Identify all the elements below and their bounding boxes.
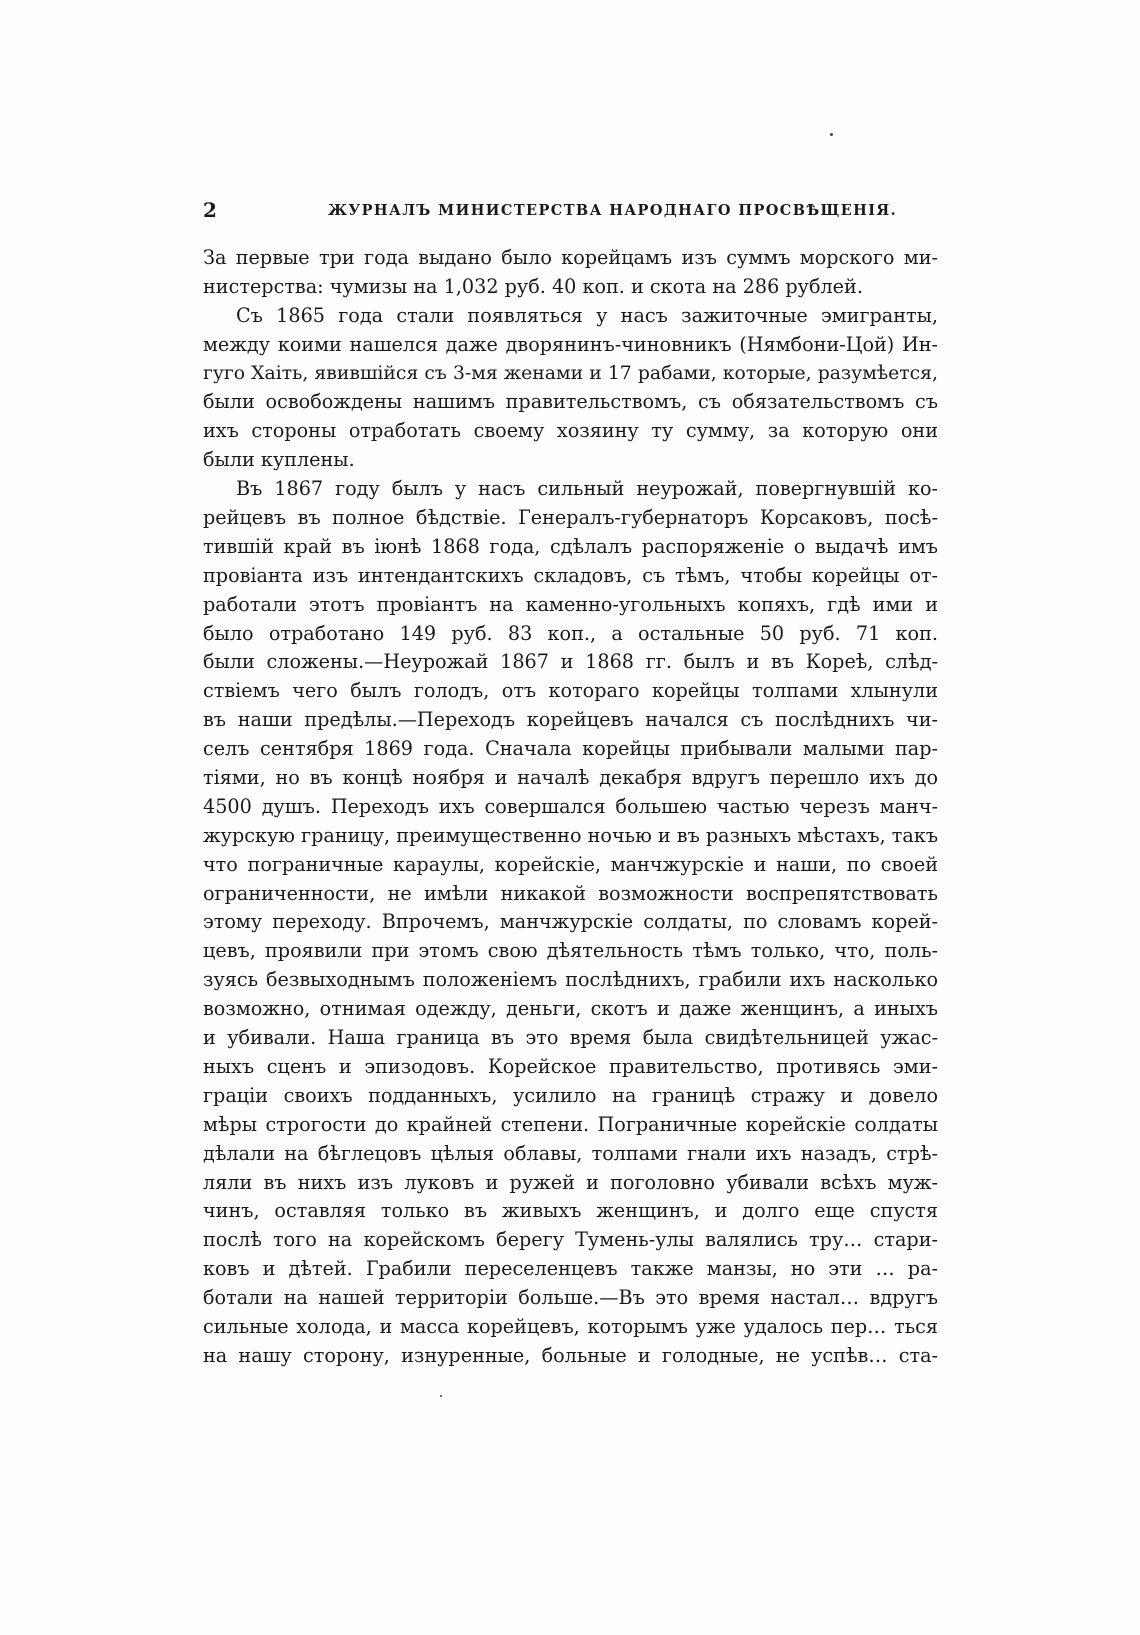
page-number: 2 bbox=[203, 198, 217, 222]
text-line: ихъ стороны отработать своему хозяину ту сумму, за которую они bbox=[203, 419, 938, 443]
text-line: и убивали. Наша граница въ это время была свидѣтельницей ужас- bbox=[203, 1026, 938, 1050]
text-line: были освобождены нашимъ правительствомъ, съ обязательствомъ съ bbox=[203, 390, 938, 414]
ink-speck bbox=[440, 1395, 442, 1397]
text-line: ляли въ нихъ изъ луковъ и ружей и поголовно убивали всѣхъ муж- bbox=[203, 1170, 938, 1194]
text-line: провіанта изъ интендантскихъ складовъ, съ тѣмъ, чтобы корейцы от- bbox=[203, 563, 938, 587]
text-line: были сложены.—Неурожай 1867 и 1868 гг. былъ и въ Кореѣ, слѣд- bbox=[203, 650, 938, 674]
body-text bbox=[203, 244, 938, 1371]
text-line: чинъ, оставляя только въ живыхъ женщинъ, и долго еще спустя bbox=[203, 1199, 938, 1223]
text-line: За первые три года выдано было корейцамъ изъ суммъ морского ми- bbox=[203, 246, 938, 269]
text-line: ковъ и дѣтей. Грабили переселенцевъ также манзы, но эти … ра- bbox=[203, 1257, 938, 1281]
text-line: въ наши предѣлы.—Переходъ корейцевъ начался съ послѣднихъ чи- bbox=[203, 708, 938, 732]
text-line: граціи своихъ подданныхъ, усилило на границѣ стражу и довело bbox=[203, 1083, 938, 1107]
page-header bbox=[203, 198, 938, 228]
text-line: этому переходу. Впрочемъ, манчжурскіе солдаты, по словамъ корей- bbox=[203, 910, 938, 934]
running-title: ЖУРНАЛЪ МИНИСТЕРСТВА НАРОДНАГО ПРОСВѢЩЕНІЯ. bbox=[328, 202, 898, 219]
text-line: были куплены. bbox=[203, 448, 355, 472]
text-line: тіями, но въ концѣ ноября и началѣ декабря вдругъ перешло ихъ до bbox=[203, 766, 938, 790]
ink-speck bbox=[830, 133, 833, 136]
text-line: ограниченности, не имѣли никакой возможности воспрепятствовать bbox=[203, 881, 938, 905]
text-line: работали этотъ провіантъ на каменно-угольныхъ копяхъ, гдѣ ими и bbox=[203, 592, 938, 616]
text-line: было отработано 149 руб. 83 коп., а остальные 50 руб. 71 коп. bbox=[203, 621, 938, 645]
text-line: зуясь безвыходнымъ положеніемъ послѣднихъ, грабили ихъ насколько bbox=[203, 968, 938, 992]
text-line: рейцевъ въ полное бѣдствіе. Генералъ-губернаторъ Корсаковъ, посѣ- bbox=[203, 506, 938, 530]
text-line: тившій край въ іюнѣ 1868 года, сдѣлалъ распоряженіе о выдачѣ имъ bbox=[203, 534, 938, 558]
text-line: ботали на нашей территоріи больше.—Въ это время настал… вдругъ bbox=[203, 1286, 938, 1310]
text-line: цевъ, проявили при этомъ свою дѣятельность тѣмъ только, что, поль- bbox=[203, 939, 938, 963]
text-line: Въ 1867 году былъ у насъ сильный неурожай, повергнувшій ко- bbox=[236, 477, 938, 501]
text-line: что пограничные караулы, корейскіе, манчжурскіе и наши, по своей bbox=[203, 852, 938, 876]
text-line: между коими нашелся даже дворянинъ-чиновникъ (Нямбони-Цой) Ин- bbox=[203, 332, 938, 356]
text-line: ныхъ сценъ и эпизодовъ. Корейское правительство, противясь эми- bbox=[203, 1054, 938, 1078]
text-line: послѣ того на корейскомъ берегу Тумень-улы валялись тру… стари- bbox=[203, 1228, 938, 1252]
text-line: на нашу сторону, изнуренные, больные и голодные, не успѣв… ста- bbox=[203, 1343, 938, 1367]
text-line: возможно, отнимая одежду, деньги, скотъ и даже женщинъ, а иныхъ bbox=[203, 997, 938, 1021]
text-line: селъ сентября 1869 года. Сначала корейцы прибывали малыми пар- bbox=[203, 737, 938, 761]
text-line: мѣры строгости до крайней степени. Пограничные корейскіе солдаты bbox=[203, 1112, 938, 1136]
text-line: журскую границу, преимущественно ночью и въ разныхъ мѣстахъ, такъ bbox=[203, 823, 938, 847]
text-line: гуго Хаіть, явившійся съ 3-мя женами и 17 рабами, которые, разумѣется, bbox=[203, 362, 938, 384]
text-line: ствіемъ чего былъ голодъ, отъ котораго корейцы толпами хлынули bbox=[203, 679, 938, 703]
text-line: дѣлали на бѣглецовъ цѣлыя облавы, толпами гнали ихъ назадъ, стрѣ- bbox=[203, 1141, 938, 1165]
text-line: 4500 душъ. Переходъ ихъ совершался большею частью черезъ манч- bbox=[203, 794, 938, 818]
text-line: сильные холода, и масса корейцевъ, которымъ уже удалось пер… ться bbox=[203, 1314, 938, 1338]
text-line: нистерства: чумизы на 1,032 руб. 40 коп. и скота на 286 рублей. bbox=[203, 274, 863, 298]
text-line: Съ 1865 года стали появляться у насъ зажиточные эмигранты, bbox=[236, 303, 938, 327]
